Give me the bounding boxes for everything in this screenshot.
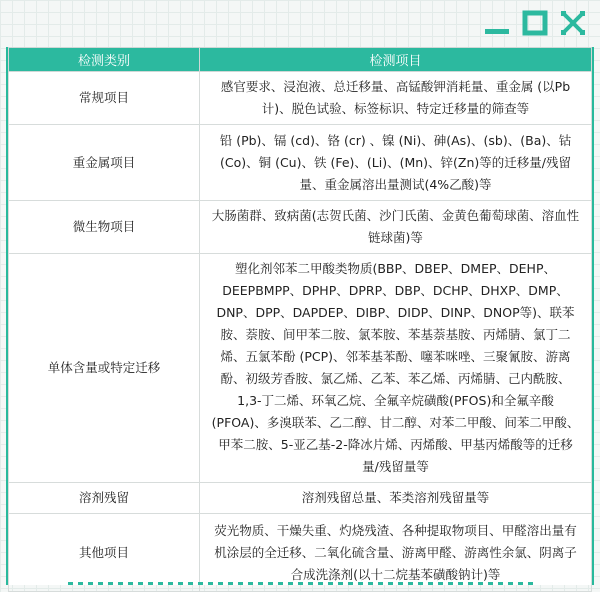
row-category: 其他项目 [9, 514, 200, 592]
row-category: 常规项目 [9, 72, 200, 125]
content-panel [6, 47, 594, 585]
minimize-icon[interactable] [484, 10, 510, 36]
row-category: 微生物项目 [9, 201, 200, 254]
inspection-table [8, 47, 592, 592]
header-category: 检测类别 [9, 48, 200, 72]
table-row [9, 483, 592, 514]
table-row [9, 514, 592, 592]
maximize-icon[interactable] [522, 10, 548, 36]
table-row [9, 125, 592, 201]
row-category: 重金属项目 [9, 125, 200, 201]
row-items: 溶剂残留总量、苯类溶剂残留量等 [200, 483, 592, 514]
table-row [9, 254, 592, 483]
close-icon[interactable] [560, 10, 586, 36]
table-header-row [9, 48, 592, 72]
table-row [9, 72, 592, 125]
row-category: 单体含量或特定迁移 [9, 254, 200, 483]
row-items: 大肠菌群、致病菌(志贺氏菌、沙门氏菌、金黄色葡萄球菌、溶血性链球菌)等 [200, 201, 592, 254]
row-category: 溶剂残留 [9, 483, 200, 514]
row-items: 感官要求、浸泡液、总迁移量、高锰酸钾消耗量、重金属 (以Pb计)、脱色试验、标签标识、特定迁移量的筛查等 [200, 72, 592, 125]
row-items: 荧光物质、干燥失重、灼烧残渣、各种提取物项目、甲醛溶出量有机涂层的全迁移、二氧化硫含量、游离甲醛、游离性余氯、阴离子合成洗涤剂(以十二烷基苯磺酸钠计)等 [200, 514, 592, 592]
window-controls [484, 6, 586, 40]
header-items: 检测项目 [200, 48, 592, 72]
row-items: 铅 (Pb)、镉 (cd)、铬 (cr) 、镍 (Ni)、砷(As)、(sb)、(Ba)、钴(Co)、铜 (Cu)、铁 (Fe)、(Li)、(Mn)、锌(Zn)等的迁移量/残留量、重金属溶出量测试(4%乙酸)等 [200, 125, 592, 201]
table-row [9, 201, 592, 254]
row-items: 塑化剂邻苯二甲酸类物质(BBP、DBEP、DMEP、DEHP、DEEPBMPP、DPHP、DPRP、DBP、DCHP、DHXP、DMP、DNP、DPP、DAPDEP、DIBP、DIDP、DINP、DNOP等)、联苯胺、萘胺、间甲苯二胺、氯苯胺、苯基萘基胺、丙烯腈、氯丁二烯、五氯苯酚 (PCP)、邻苯基苯酚、噻苯咪唑、三聚氰胺、游离酚、初级芳香胺、氯乙烯、乙苯、苯乙烯、丙烯腈、己内酰胺、1,3-丁二烯、环氧乙烷、全氟辛烷磺酸(PFOS)和全氟辛酸 (PFOA)、多溴联苯、乙二醇、甘二醇、对苯二甲酸、间苯二甲酸、甲苯二胺、5-亚乙基-2-降冰片烯、丙烯酸、甲基丙烯酸等的迁移量/残留量等 [200, 254, 592, 483]
